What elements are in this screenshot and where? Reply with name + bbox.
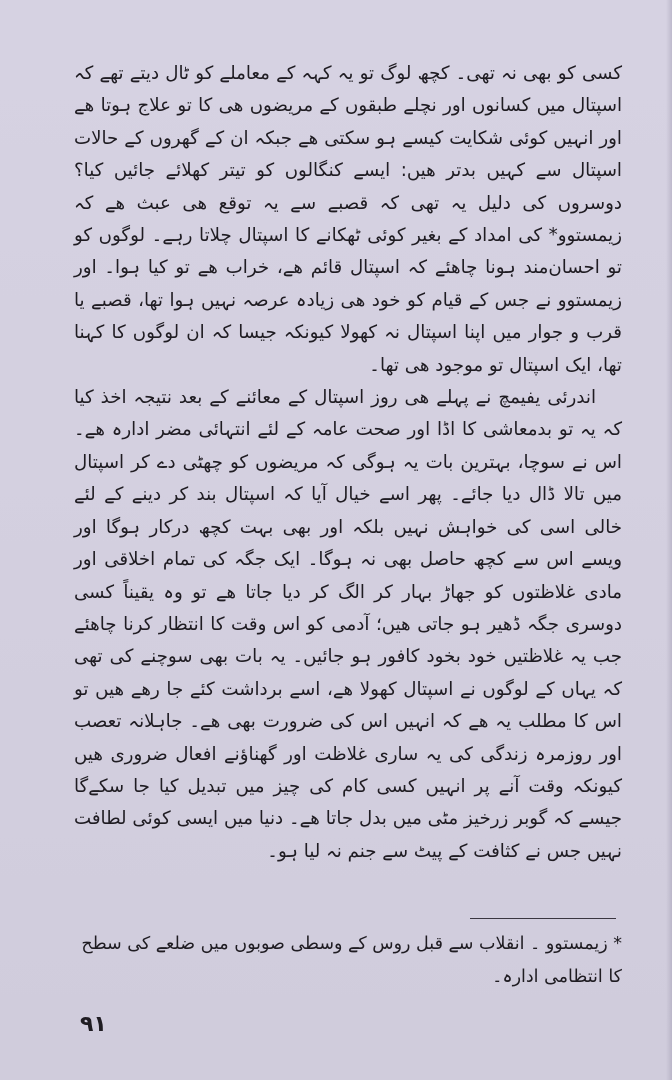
page-number: ۹۱ [80, 1012, 107, 1037]
footnote-divider [470, 918, 616, 919]
body-text [74, 58, 622, 868]
paragraph-2: اندرئی یفیمچ نے پہلے ھی روز اسپتال کے معائنے کے بعد نتیجہ اخذ کیا کہ یہ تو بدمعاشی کا اڈا اور صحت عامہ کے لئے انتہائی مضر ادارہ ھے۔ اس نے سوچا، بہترین بات یہ ہوگی کہ مریضوں کو چھٹی دے کر اسپتال میں تالا ڈال دیا جائے۔ پھر اسے خیال آیا کہ اسپتال بند کر دینے کے لئے خالی اسی کی خواہش نہیں بلکہ اور بھی بہت کچھ درکار ہوگا اور ویسے اس سے کچھ حاصل بھی نہ ہوگا۔ ایک جگہ کی تمام اخلاقی اور مادی غلاظتوں کو جھاڑ بہار کر الگ کر دیا جاتا ھے تو وہ یقیناً کسی دوسری جگہ ڈھیر ہو جاتی ھیں؛ آدمی کو اس وقت کا انتظار کرنا چاھئے جب یہ غلاظتیں خود بخود کافور ہو جائیں۔ یہ بات بھی سوچنے کی تھی کہ یہاں کے لوگوں نے اسپتال کھولا ھے، اسے برداشت کئے جا رھے ھیں تو اس کا مطلب یہ ھے کہ انہیں اس کی ضرورت بھی ھے۔ جاہلانہ تعصب اور روزمرہ زندگی کی یہ ساری غلاظت اور گھناؤنے افعال ضروری ھیں کیونکہ وقت آنے پر انہیں کسی کام کی چیز میں تبدیل کیا جا سکےگا جیسے کہ گوبر زرخیز مٹی میں بدل جاتا ھے۔ دنیا میں ایسی کوئی لطافت نہیں جس نے کثافت کے پیٹ سے جنم نہ لیا ہو۔ [74, 387, 622, 862]
footnote: * زیمستوو ۔ انقلاب سے قبل روس کے وسطی صوبوں میں ضلعے کی سطح کا انتظامی ادارہ۔ [81, 934, 622, 987]
page-edge-shadow [666, 0, 672, 1080]
paragraph-1: کسی کو بھی نہ تھی۔ کچھ لوگ تو یہ کہہ کے معاملے کو ٹال دیتے تھے کہ اسپتال میں کسانوں اور نچلے طبقوں کے مریضوں ھی کا تو علاج ہوتا ھے اور انہیں کوئی شکایت کیسے ہو سکتی ھے جبکہ ان کے گھروں کے حالات اسپتال سے کہیں بدتر ھیں: ایسے کنگالوں کو تیتر کھلائے جائیں کیا؟ دوسروں کی دلیل یہ تھی کہ قصبے سے یہ توقع ھی عبث ھے کہ زیمستوو* کی امداد کے بغیر کوئی ٹھکانے کا اسپتال چلاتا رہے۔ لوگوں کو تو احسان‌مند ہونا چاھئے کہ اسپتال قائم ھے، خراب ھے تو کیا ہوا۔ اور زیمستوو نے جس کے قیام کو خود ھی زیادہ عرصہ نہیں ہوا تھا، قصبے یا قرب و جوار میں اپنا اسپتال نہ کھولا کیونکہ جیسا کہ ان لوگوں کا کہنا تھا، ایک اسپتال تو موجود ھی تھا۔ [74, 63, 622, 376]
